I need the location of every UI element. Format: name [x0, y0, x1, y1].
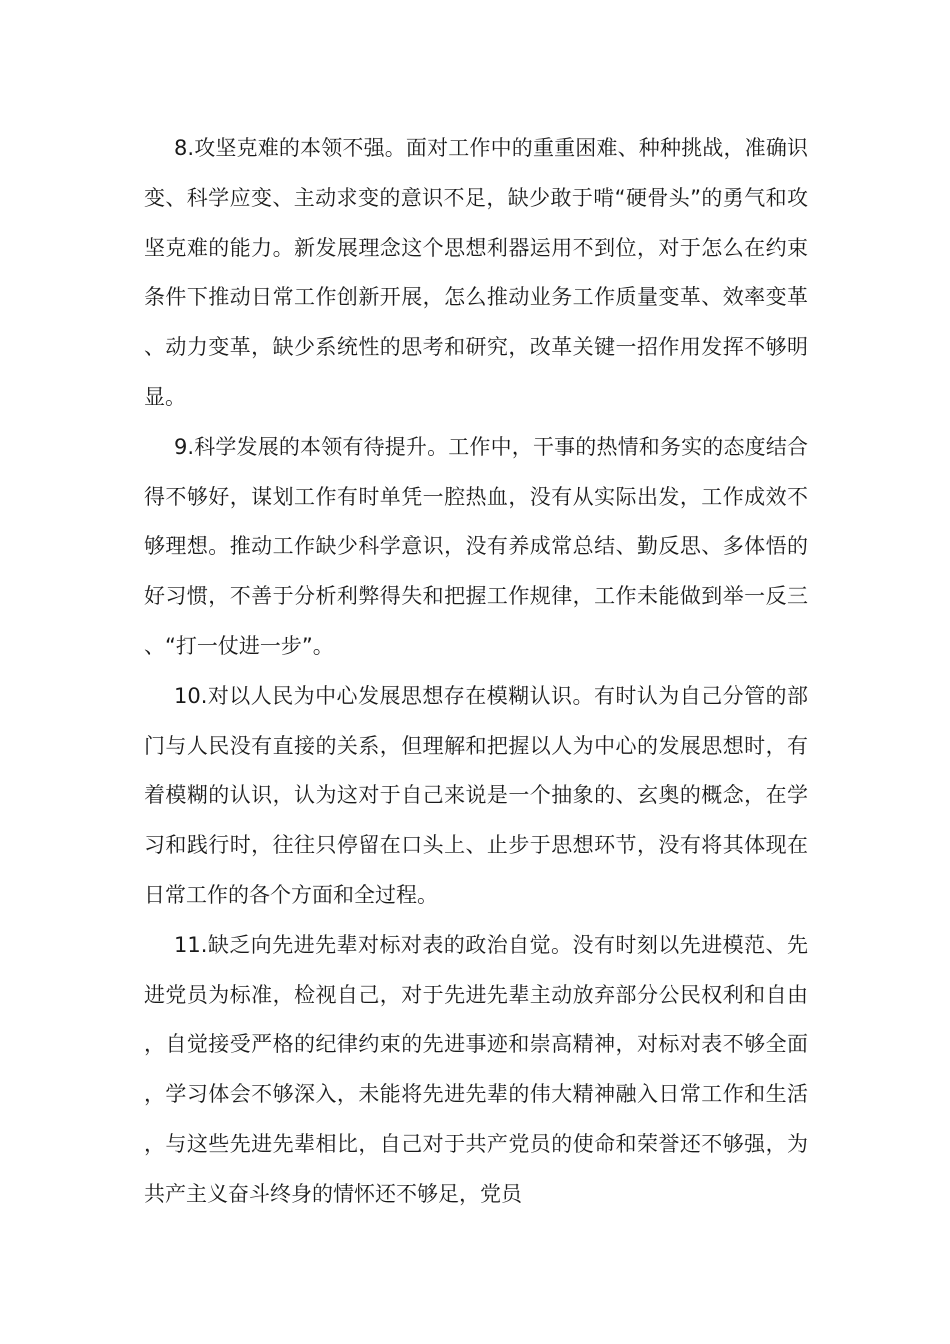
paragraph-9: 9.科学发展的本领有待提升。工作中，干事的热情和务实的态度结合得不够好，谋划工作有时单凭一腔热血，没有从实际出发，工作成效不够理想。推动工作缺少科学意识，没有养成常总结、勤反思、多体悟的好习惯，不善于分析利弊得失和把握工作规律，工作未能做到举一反三、“打一仗进一步”。 — [144, 434, 808, 658]
paragraph-10: 10.对以人民为中心发展思想存在模糊认识。有时认为自己分管的部门与人民没有直接的关系，但理解和把握以人为中心的发展思想时，有着模糊的认识，认为这对于自己来说是一个抽象的、玄奥的概念，在学习和践行时，往往只停留在口头上、止步于思想环节，没有将其体现在日常工作的各个方面和全过程。 — [144, 683, 808, 907]
paragraph-11: 11.缺乏向先进先辈对标对表的政治自觉。没有时刻以先进模范、先进党员为标准，检视自己，对于先进先辈主动放弃部分公民权利和自由，自觉接受严格的纪律约束的先进事迹和崇高精神，对标对表不够全面，学习体会不够深入，未能将先进先辈的伟大精神融入日常工作和生活，与这些先进先辈相比，自己对于共产党员的使命和荣誉还不够强，为共产主义奋斗终身的情怀还不够足，党员 — [144, 932, 808, 1206]
document-body — [144, 124, 808, 1220]
paragraph-8: 8.攻坚克难的本领不强。面对工作中的重重困难、种种挑战，准确识变、科学应变、主动求变的意识不足，缺少敢于啃“硬骨头”的勇气和攻坚克难的能力。新发展理念这个思想利器运用不到位，对于怎么在约束条件下推动日常工作创新开展，怎么推动业务工作质量变革、效率变革、动力变革，缺少系统性的思考和研究，改革关键一招作用发挥不够明显。 — [144, 136, 808, 409]
